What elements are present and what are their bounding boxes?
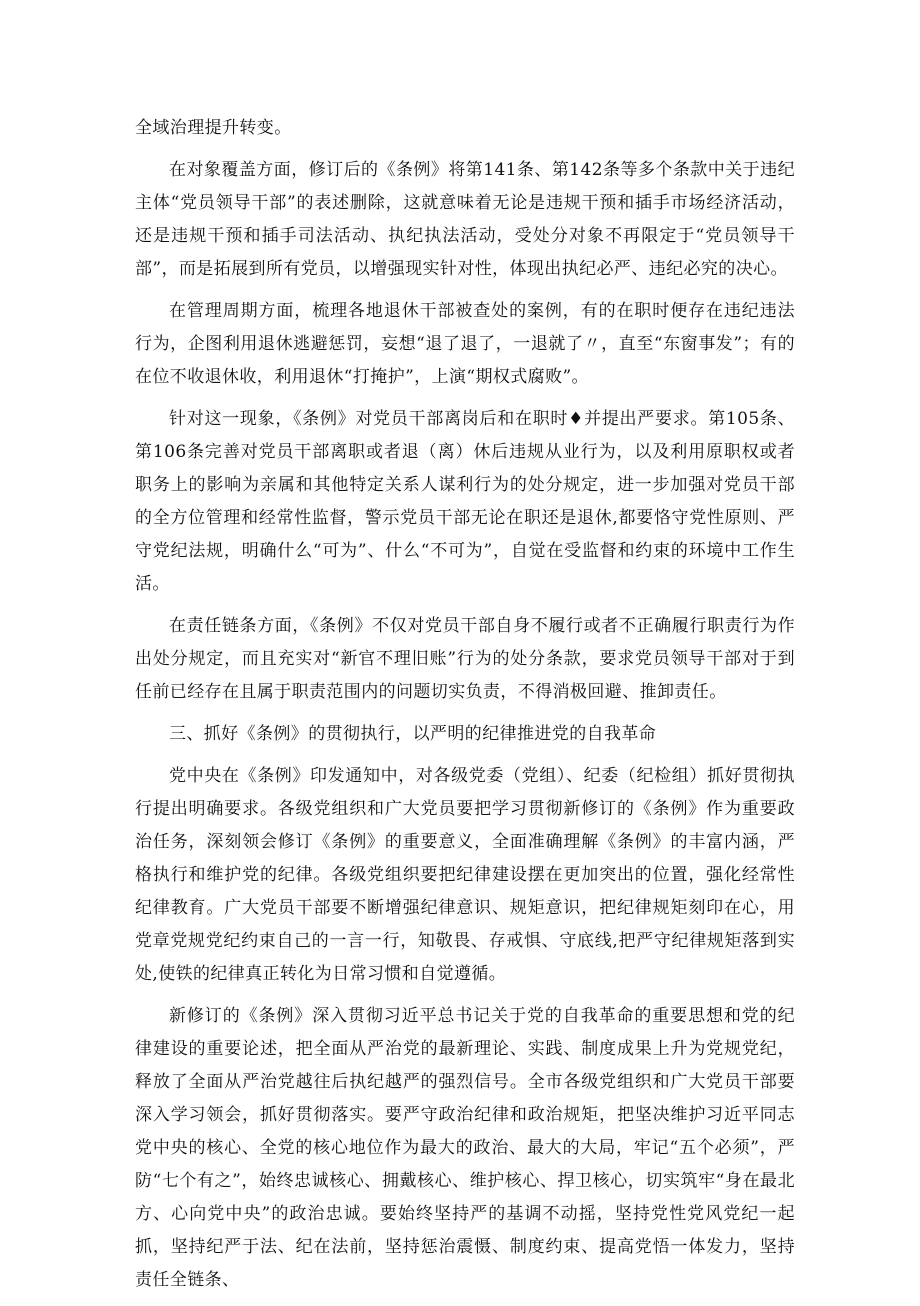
document-body: [135, 112, 795, 1306]
paragraph-central-notice: 党中央在《条例》印发通知中，对各级党委（党组）、纪委（纪检组）抓好贯彻执行提出明确要求。各级党组织和广大党员要把学习贯彻新修订的《条例》作为重要政治任务，深刻领会修订《条例》的重要意义，全面准确理解《条例》的丰富内涵，严格执行和维护党的纪律。各级党组织要把纪律建设摆在更加突出的位置，强化经常性纪律教育。广大党员干部要不断增强纪律意识、规矩意识，把纪律规矩刻印在心，用党章党规党纪约束自己的一言一行，知敬畏、存戒惧、守底线,把严守纪律规矩落到实处,使铁的纪律真正转化为日常习惯和自觉遵循。: [135, 766, 795, 984]
paragraph-new-regulations: 新修订的《条例》深入贯彻习近平总书记关于党的自我革命的重要思想和党的纪律建设的重要论述，把全面从严治党的最新理论、实践、制度成果上升为党规党纪，释放了全面从严治党越往后执纪越严的强烈信号。全市各级党组织和广大党员干部要深入学习领会，抓好贯彻落实。要严守政治纪律和政治规矩，把坚决维护习近平同志党中央的核心、全党的核心地位作为最大的政治、最大的大局，牢记“五个必须”，严防“七个有之”，始终忠诚核心、拥戴核心、维护核心、捍卫核心，切实筑牢“身在最北方、心向党中央”的政治忠诚。要始终坚持严的基调不动摇，坚持党性党风党纪一起抓，坚持纪严于法、纪在法前，坚持惩治震慑、制度约束、提高党悟一体发力，坚持责任全链条、: [135, 1006, 795, 1290]
paragraph-responsibility-chain: 在责任链条方面，《条例》不仅对党员干部自身不履行或者不正确履行职责行为作出处分规定，而且充实对“新官不理旧账”行为的处分条款，要求党员领导干部对于到任前已经存在且属于职责范围内的问题切实负责，不得消极回避、推卸责任。: [135, 616, 795, 702]
paragraph-management-cycle: 在管理周期方面，梳理各地退休干部被查处的案例，有的在职时便存在违纪违法行为，企图利用退休逃避惩罚，妄想“退了退了，一退就了〃，直至“东窗事发”；有的在位不收退休收，利用退休“打掩护”，上演“期权式腐败”。: [135, 301, 795, 387]
paragraph-object-coverage: 在对象覆盖方面，修订后的《条例》将第141条、第142条等多个条款中关于违纪主体“党员领导干部”的表述删除，这就意味着无论是违规干预和插手市场经济活动，还是违规干预和插手司法活动、执纪执法活动，受处分对象不再限定于“党员领导干部”，而是拓展到所有党员，以增强现实针对性，体现出执纪必严、违纪必究的决心。: [135, 160, 795, 279]
paragraph-response-measures: 针对这一现象，《条例》对党员干部离岗后和在职时♦并提出严要求。第105条、第106条完善对党员干部离职或者退（离）休后违规从业行为，以及利用原职权或者职务上的影响为亲属和其他特定关系人谋利行为的处分规定，进一步加强对党员干部的全方位管理和经常性监督，警示党员干部无论在职还是退休,都要恪守党性原则、严守党纪法规，明确什么“可为”、什么“不可为”，自觉在受监督和约束的环境中工作生活。: [135, 409, 795, 594]
section-heading-three: 三、抓好《条例》的贯彻执行，以严明的纪律推进党的自我革命: [169, 724, 657, 744]
paragraph-continuation: 全域治理提升转变。: [135, 118, 292, 138]
